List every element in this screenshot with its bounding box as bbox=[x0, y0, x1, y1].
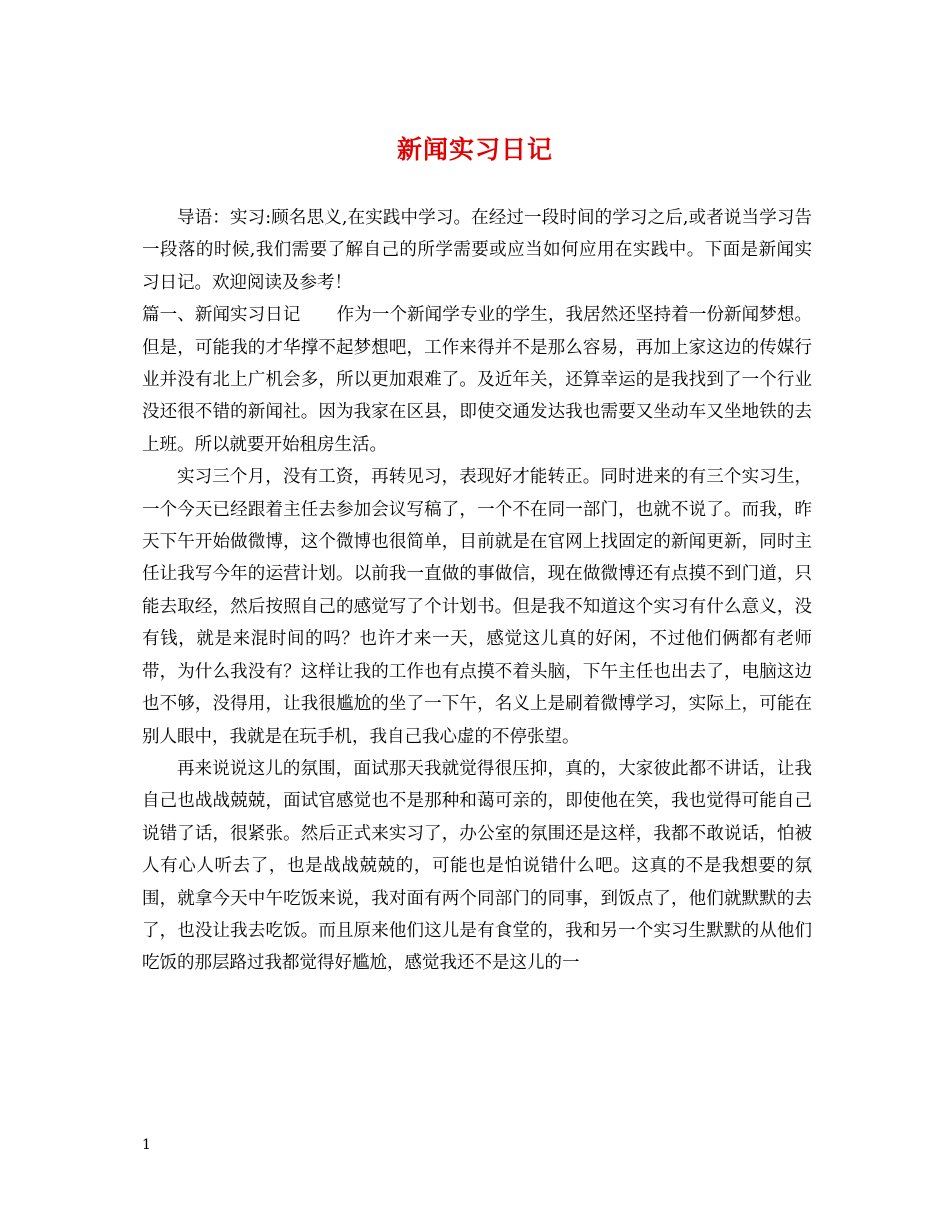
paragraph-internship: 实习三个月，没有工资，再转见习，表现好才能转正。同时进来的有三个实习生，一个今天已经跟着主任去参加会议写稿了，一个不在同一部门，也就不说了。而我，昨天下午开始做微博，这个微博也很简单，目前就是在官网上找固定的新闻更新，同时主任让我写今年的运营计划。以前我一直做的事做信，现在做微博还有点摸不到门道，只能去取经，然后按照自己的感觉写了个计划书。但是我不知道这个实习有什么意义，没有钱，就是来混时间的吗？也许才来一天，感觉这儿真的好闲，不过他们俩都有老师带，为什么我没有？这样让我的工作也有点摸不着头脑，下午主任也出去了，电脑这边也不够，没得用，让我很尴尬的坐了一下午，名义上是刷着微博学习，实际上，可能在别人眼中，我就是在玩手机，我自己我心虚的不停张望。 bbox=[142, 467, 812, 747]
document-body bbox=[142, 202, 812, 980]
section-heading: 篇一、新闻实习日记 bbox=[142, 305, 301, 326]
page-number: 1 bbox=[142, 1137, 151, 1153]
section-first-paragraph: 作为一个新闻学专业的学生，我居然还坚持着一份新闻梦想。但是，可能我的才华撑不起梦想吧，工作来得并不是那么容易，再加上家这边的传媒行业并没有北上广机会多，所以更加艰难了。及近年关，还算幸运的是我找到了一个行业没还很不错的新闻社。因为我家在区县，即使交通发达我也需要又坐动车又坐地铁的去上班。所以就要开始租房生活。 bbox=[142, 305, 812, 455]
section-one bbox=[142, 299, 812, 461]
intro-paragraph: 导语：实习:顾名思义,在实践中学习。在经过一段时间的学习之后,或者说当学习告一段落的时候,我们需要了解自己的所学需要或应当如何应用在实践中。下面是新闻实习日记。欢迎阅读及参考！ bbox=[142, 208, 812, 293]
paragraph-atmosphere: 再来说说这儿的氛围，面试那天我就觉得很压抑，真的，大家彼此都不讲话，让我自己也战战兢兢，面试官感觉也不是那种和蔼可亲的，即使他在笑，我也觉得可能自己说错了话，很紧张。然后正式来实习了，办公室的氛围还是这样，我都不敢说话，怕被人有心人听去了，也是战战兢兢的，可能也是怕说错什么吧。这真的不是我想要的氛围，就拿今天中午吃饭来说，我对面有两个同部门的同事，到饭点了，他们就默默的去了，也没让我去吃饭。而且原来他们这儿是有食堂的，我和另一个实习生默默的从他们吃饭的那层路过我都觉得好尴尬，感觉我还不是这儿的一 bbox=[142, 758, 812, 974]
document-title: 新闻实习日记 bbox=[396, 135, 553, 164]
